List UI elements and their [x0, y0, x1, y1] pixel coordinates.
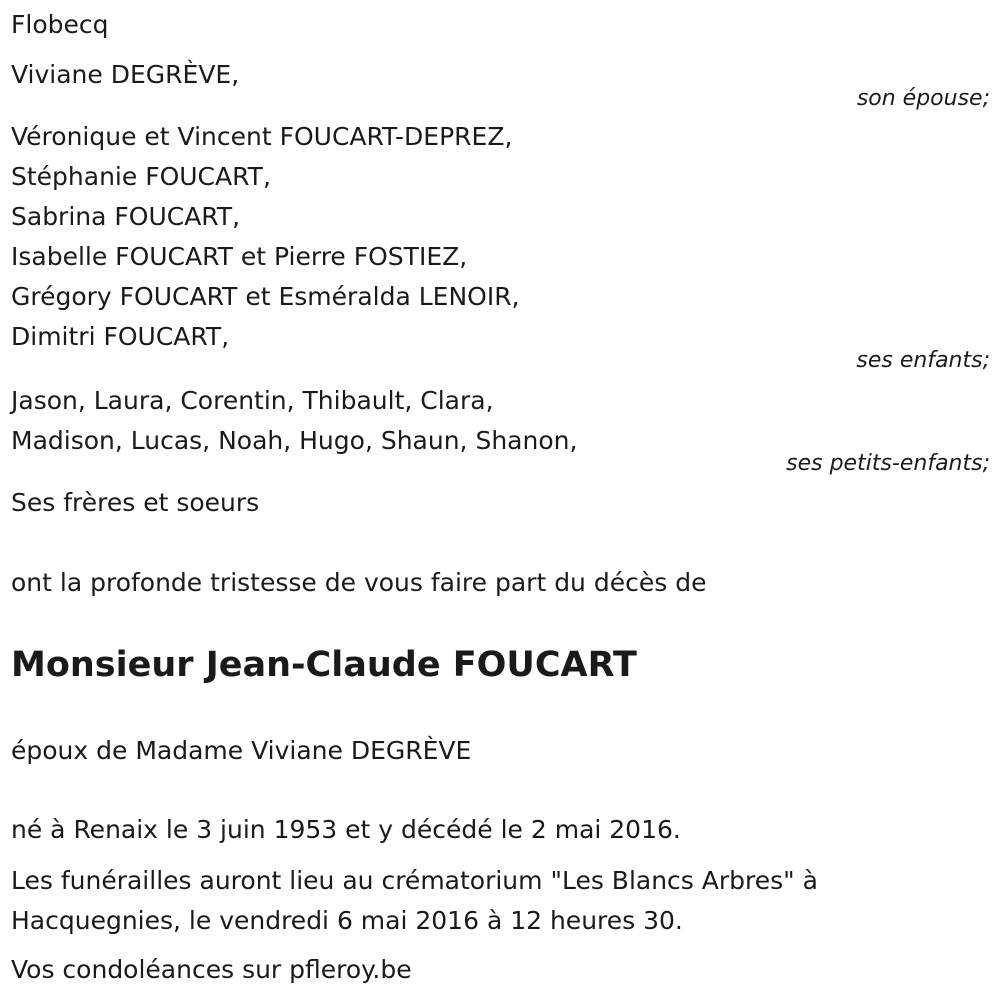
child-name: Stéphanie FOUCART, [11, 162, 271, 191]
deceased-name: Monsieur Jean-Claude FOUCART [11, 645, 637, 685]
birth-death-dates: né à Renaix le 3 juin 1953 et y décédé le 2 mai 2016. [11, 815, 681, 844]
funeral-details: Hacquegnies, le vendredi 6 mai 2016 à 12 heures 30. [11, 906, 683, 935]
children-role: ses enfants; [856, 348, 990, 373]
grandchildren-role: ses petits-enfants; [786, 451, 990, 476]
location: Flobecq [11, 10, 109, 39]
condolences: Vos condoléances sur pfleroy.be [11, 955, 412, 984]
child-name: Isabelle FOUCART et Pierre FOSTIEZ, [11, 242, 468, 271]
grandchildren-names: Madison, Lucas, Noah, Hugo, Shaun, Shanon, [11, 426, 578, 455]
announcement: ont la profonde tristesse de vous faire part du décès de [11, 568, 707, 597]
funeral-details: Les funérailles auront lieu au crématorium "Les Blancs Arbres" à [11, 866, 818, 895]
spouse-role: son épouse; [856, 86, 990, 111]
child-name: Sabrina FOUCART, [11, 202, 241, 231]
spouse-name: Viviane DEGRÈVE, [11, 60, 240, 89]
deceased-spouse: époux de Madame Viviane DEGRÈVE [11, 736, 472, 765]
child-name: Dimitri FOUCART, [11, 322, 230, 351]
child-name: Véronique et Vincent FOUCART-DEPREZ, [11, 122, 513, 151]
siblings: Ses frères et soeurs [11, 488, 260, 517]
child-name: Grégory FOUCART et Esméralda LENOIR, [11, 282, 520, 311]
grandchildren-names: Jason, Laura, Corentin, Thibault, Clara, [11, 386, 494, 415]
